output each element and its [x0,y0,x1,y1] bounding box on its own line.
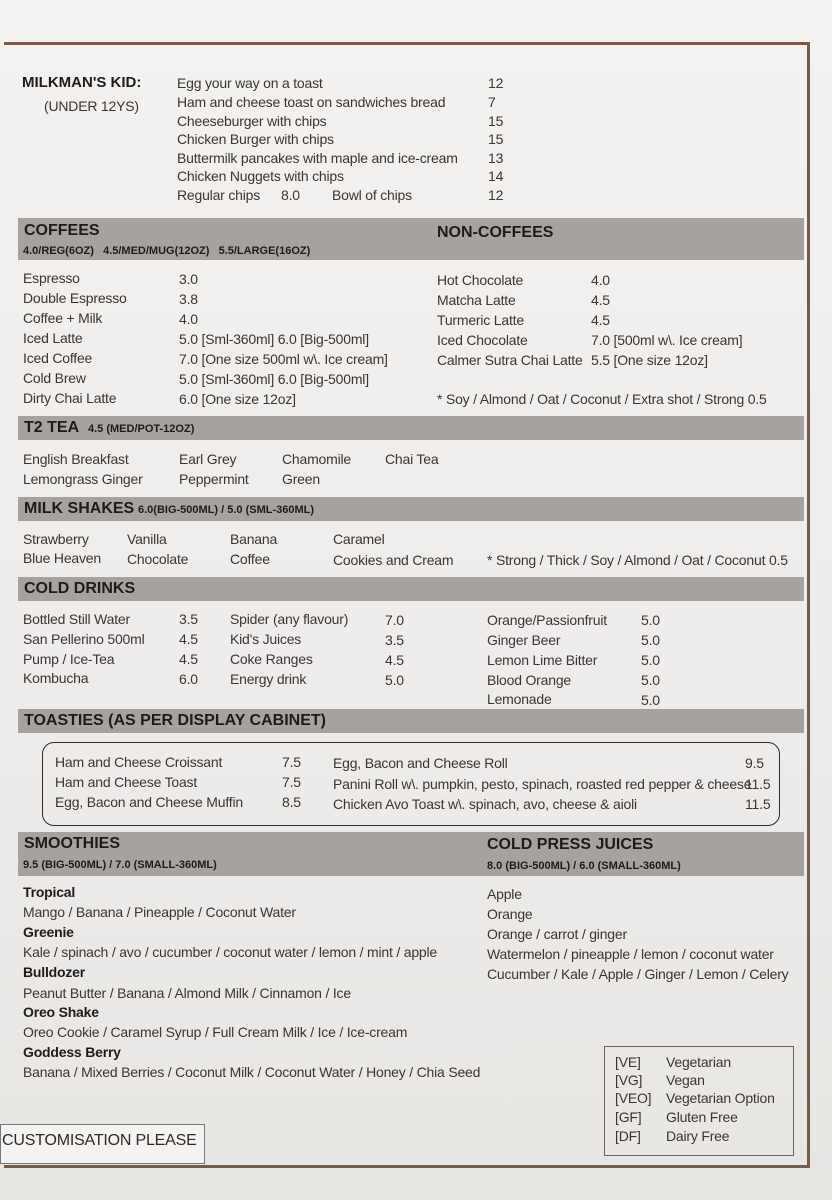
cold-item-price: 3.5 [385,632,404,648]
toastie-name: Panini Roll w\. pumpkin, pesto, spinach, roasted red pepper & cheese [333,776,752,792]
kids-item-price: 15 [488,113,504,129]
kids-subtitle: (UNDER 12YS) [44,98,139,114]
kids-chips-regular: Regular chips [177,187,260,203]
noncoffee-name: Iced Chocolate [437,332,528,348]
kids-item-name: Cheeseburger with chips [177,113,327,129]
toastie-name: Chicken Avo Toast w\. spinach, avo, cheese & aioli [333,796,637,812]
tea-item: Chai Tea [385,451,439,467]
noncoffee-name: Calmer Sutra Chai Latte [437,352,583,368]
cold-item-name: San Pellerino 500ml [23,631,145,647]
coffee-name: Iced Latte [23,330,83,346]
toasties-title: TOASTIES (AS PER DISPLAY CABINET) [24,712,326,729]
shake-item: Strawberry [23,531,89,547]
shakes-sizes: 6.0(BIG-500ML) / 5.0 (SML-360ML) [138,504,315,516]
cold-item-name: Lemon Lime Bitter [487,652,598,668]
smoothie-desc: Oreo Cookie / Caramel Syrup / Full Cream Milk / Ice / Ice-cream [23,1024,408,1040]
toastie-name: Ham and Cheese Toast [55,774,198,790]
legend-code: [VE] [615,1054,641,1070]
cold-header-bar [18,577,804,601]
smoothies-header-bar [18,832,804,876]
cold-item-price: 5.0 [641,632,660,648]
kids-item-name: Chicken Burger with chips [177,131,334,147]
coffee-price: 6.0 [One size 12oz] [179,391,296,407]
cold-item-price: 4.5 [179,651,198,667]
legend-label: Gluten Free [666,1109,738,1125]
cold-item-name: Bottled Still Water [23,611,130,627]
legend-code: [DF] [615,1128,641,1144]
cold-item-price: 5.0 [385,672,404,688]
kids-item-name: Chicken Nuggets with chips [177,168,344,184]
smoothie-name: Oreo Shake [23,1004,99,1020]
kids-chips-regular-price: 8.0 [281,187,300,203]
coffee-price: 5.0 [Sml-360ml] 6.0 [Big-500ml] [179,371,369,387]
customisation-note: CUSTOMISATION PLEASE [2,1132,197,1149]
noncoffee-name: Hot Chocolate [437,272,524,288]
legend-code: [VG] [615,1072,643,1088]
noncoffee-price: 7.0 [500ml w\. Ice cream] [591,332,743,348]
juice-item: Orange / carrot / ginger [487,926,627,942]
cold-item-name: Pump / Ice-Tea [23,651,115,667]
cold-item-price: 5.0 [641,652,660,668]
noncoffee-price: 4.0 [591,272,610,288]
coffee-price: 3.8 [179,291,198,307]
shake-item: Vanilla [127,531,167,547]
cold-item-name: Energy drink [230,671,307,687]
cold-item-price: 5.0 [641,672,660,688]
coffee-price: 3.0 [179,271,198,287]
kids-item-price: 14 [488,168,504,184]
shake-item: Coffee [230,551,270,567]
smoothie-desc: Peanut Butter / Banana / Almond Milk / Cinnamon / Ice [23,985,351,1001]
coffee-price: 4.0 [179,311,198,327]
shake-item: Banana [230,531,278,547]
noncoffees-title: NON-COFFEES [437,224,554,241]
cold-item-price: 5.0 [641,692,660,708]
tea-title: T2 TEA [24,419,80,436]
smoothie-desc: Mango / Banana / Pineapple / Coconut Water [23,904,296,920]
toastie-name: Egg, Bacon and Cheese Muffin [55,794,243,810]
toastie-price: 11.5 [745,796,771,812]
kids-chips-bowl: Bowl of chips [332,187,412,203]
coffee-price: 5.0 [Sml-360ml] 6.0 [Big-500ml] [179,331,369,347]
legend-label: Vegan [666,1072,705,1088]
kids-title: MILKMAN'S KID: [22,74,142,91]
kids-item-price: 7 [488,94,496,110]
smoothies-title: SMOOTHIES [24,835,121,852]
cold-item-name: Blood Orange [487,672,571,688]
smoothie-name: Tropical [23,884,76,900]
legend-code: [GF] [615,1109,642,1125]
tea-item: English Breakfast [23,451,129,467]
cold-item-price: 6.0 [179,671,198,687]
noncoffee-price: 4.5 [591,312,610,328]
coffees-sizes: 4.0/REG(6OZ) 4.5/MED/MUG(12OZ) 5.5/LARGE(16OZ) [23,245,311,257]
smoothie-name: Bulldozer [23,964,85,980]
noncoffee-name: Turmeric Latte [437,312,524,328]
shake-item: Caramel [333,531,385,547]
noncoffee-price: 5.5 [One size 12oz] [591,352,708,368]
toastie-price: 8.5 [282,794,301,810]
coffee-name: Espresso [23,270,80,286]
kids-item-price: 15 [488,131,504,147]
toastie-price: 7.5 [282,754,301,770]
noncoffee-name: Matcha Latte [437,292,516,308]
cold-item-name: Ginger Beer [487,632,561,648]
coffee-name: Coffee + Milk [23,310,103,326]
shakes-header-bar [18,497,804,521]
smoothie-name: Greenie [23,924,74,940]
tea-item: Lemongrass Ginger [23,471,143,487]
shake-item: Chocolate [127,551,189,567]
cold-item-price: 7.0 [385,612,404,628]
coffee-price: 7.0 [One size 500ml w\. Ice cream] [179,351,388,367]
juice-item: Orange [487,906,533,922]
smoothie-desc: Banana / Mixed Berries / Coconut Milk / Coconut Water / Honey / Chia Seed [23,1064,481,1080]
smoothie-desc: Kale / spinach / avo / cucumber / coconut water / lemon / mint / apple [23,944,437,960]
juices-title: COLD PRESS JUICES [487,836,654,853]
coffees-header-bar [18,218,804,260]
kids-item-name: Buttermilk pancakes with maple and ice-cream [177,150,458,166]
kids-item-price: 13 [488,150,504,166]
tea-item: Chamomile [282,451,351,467]
noncoffee-price: 4.5 [591,292,610,308]
cold-item-name: Kid's Juices [230,631,302,647]
cold-item-name: Lemonade [487,691,552,707]
cold-item-price: 4.5 [179,631,198,647]
kids-item-price: 12 [488,75,504,91]
noncoffee-extras: * Soy / Almond / Oat / Coconut / Extra shot / Strong 0.5 [437,391,767,407]
toastie-price: 7.5 [282,774,301,790]
coffee-name: Double Espresso [23,290,127,306]
cold-item-price: 5.0 [641,612,660,628]
legend-label: Vegetarian [666,1054,731,1070]
shake-item: Cookies and Cream [333,552,454,568]
cold-title: COLD DRINKS [24,580,136,597]
smoothie-name: Goddess Berry [23,1044,121,1060]
cold-item-name: Kombucha [23,670,89,686]
juice-item: Cucumber / Kale / Apple / Ginger / Lemon / Celery [487,966,789,982]
coffee-name: Cold Brew [23,370,86,386]
juice-item: Watermelon / pineapple / lemon / coconut water [487,946,774,962]
legend-label: Vegetarian Option [666,1090,775,1106]
tea-item: Green [282,471,320,487]
smoothies-sizes: 9.5 (BIG-500ML) / 7.0 (SMALL-360ML) [23,859,217,871]
cold-item-name: Coke Ranges [230,651,313,667]
legend-label: Dairy Free [666,1128,730,1144]
cold-item-price: 3.5 [179,611,198,627]
shake-item: Blue Heaven [23,550,101,566]
shakes-extras: * Strong / Thick / Soy / Almond / Oat / Coconut 0.5 [487,552,788,568]
toastie-name: Egg, Bacon and Cheese Roll [333,755,508,771]
tea-header-bar [18,416,804,440]
kids-chips-bowl-price: 12 [488,187,504,203]
toasties-header-bar [18,709,804,733]
tea-item: Earl Grey [179,451,237,467]
juice-item: Apple [487,886,522,902]
coffee-name: Iced Coffee [23,350,93,366]
cold-item-price: 4.5 [385,652,404,668]
juices-sizes: 8.0 (BIG-500ML) / 6.0 (SMALL-360ML) [487,860,681,872]
tea-sizes: 4.5 (MED/POT-12OZ) [88,423,195,435]
legend-code: [VEO] [615,1090,652,1106]
cold-item-name: Orange/Passionfruit [487,612,607,628]
coffee-name: Dirty Chai Latte [23,390,117,406]
shakes-title: MILK SHAKES [24,500,135,517]
tea-item: Peppermint [179,471,249,487]
kids-item-name: Egg your way on a toast [177,75,323,91]
toastie-name: Ham and Cheese Croissant [55,754,223,770]
cold-item-name: Spider (any flavour) [230,611,349,627]
coffees-title: COFFEES [24,222,100,239]
toastie-price: 11.5 [745,776,771,792]
toastie-price: 9.5 [745,755,764,771]
kids-item-name: Ham and cheese toast on sandwiches bread [177,94,446,110]
